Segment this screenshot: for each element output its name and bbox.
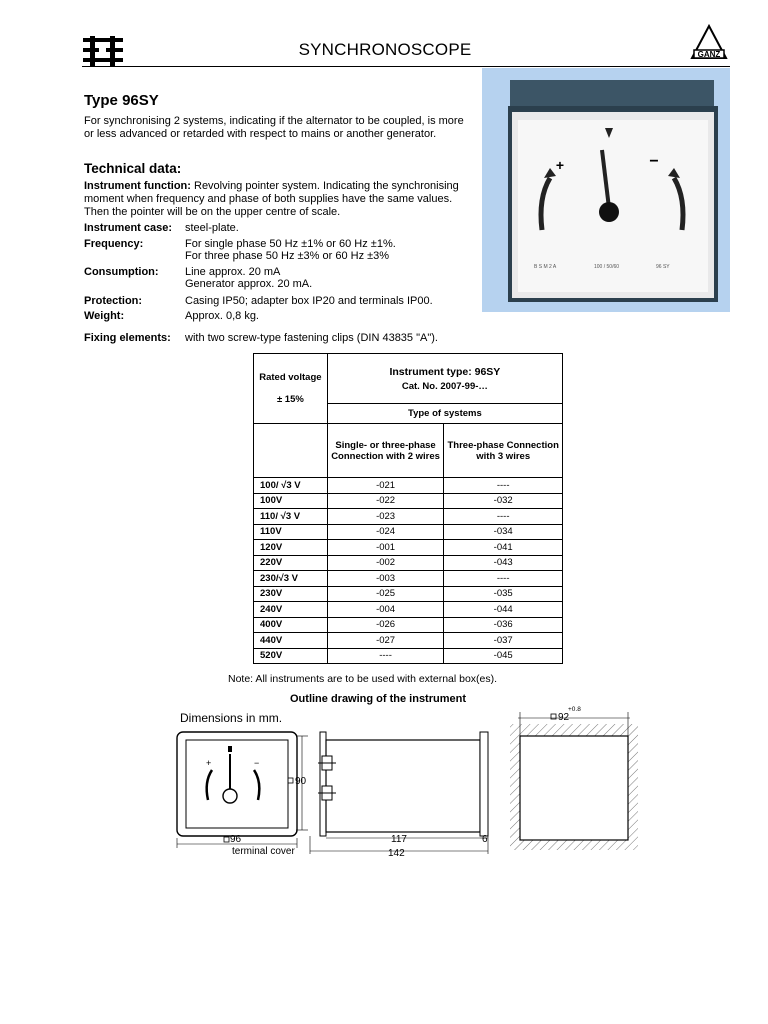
table-row [254,493,563,509]
spec-value: For three phase 50 Hz ±3% or 60 Hz ±3% [185,250,390,262]
voltage-cell: 240V [254,602,328,618]
product-photo [482,68,730,312]
two-wire-cat-cell: -003 [327,571,444,587]
instrument-function-text [84,180,464,219]
spec-value: Generator approx. 20 mA. [185,278,313,290]
spec-label: Protection: [84,295,143,307]
three-wire-cat-cell: ---- [444,571,563,587]
ganz-logo-text: GANZ [697,50,721,59]
note-text: Note: All instruments are to be used with external box(es). [228,673,498,685]
table-row [254,648,563,664]
three-wire-cat-cell: ---- [444,478,563,494]
table-row [254,571,563,587]
table-row [254,540,563,556]
spec-value: Casing IP50; adapter box IP20 and terminals IP00. [185,295,433,307]
spec-value: Approx. 0,8 kg. [185,310,259,322]
dial-small-text-mid: 100 / 50/60 [594,264,620,270]
table-row [254,617,563,633]
voltage-cell: 110/ √3 V [254,509,328,525]
two-wire-cat-cell: -021 [327,478,444,494]
two-wire-cat-cell: -027 [327,633,444,649]
two-wire-cat-cell: ---- [327,648,444,664]
voltage-cell: 100/ √3 V [254,478,328,494]
spec-value: steel-plate. [185,222,239,234]
two-wire-cat-cell: -001 [327,540,444,556]
cat-no-label: Cat. No. 2007-99-… [401,380,488,392]
voltage-cell: 220V [254,555,328,571]
spec-label: Frequency: [84,238,144,250]
two-wire-cat-cell: -004 [327,602,444,618]
terminal-cover-label: terminal cover [232,846,295,857]
dim-90-label: 90 [295,776,307,787]
col-two-wire-header: Single- or three-phase Connection with 2 wires [327,424,444,478]
catalog-table [253,353,563,664]
page-title: SYNCHRONOSCOPE [298,40,472,59]
dimensions-label: Dimensions in mm. [180,711,283,725]
table-row [254,555,563,571]
spec-value: For single phase 50 Hz ±1% or 60 Hz ±1%. [185,238,396,250]
voltage-cell: 400V [254,617,328,633]
voltage-cell: 440V [254,633,328,649]
ganz-logo-icon [688,22,730,64]
three-wire-cat-cell: -045 [444,648,563,664]
svg-text:+: + [206,758,212,768]
empty-header-cell [254,424,328,478]
voltage-cell: 120V [254,540,328,556]
three-wire-cat-cell: -032 [444,493,563,509]
panel-cutout-view [510,706,638,850]
table-row [254,586,563,602]
dial-minus-label: − [649,153,659,170]
spec-label: Fixing elements: [84,332,171,344]
three-wire-cat-cell: -044 [444,602,563,618]
two-wire-cat-cell: -023 [327,509,444,525]
dial-small-text-left: B S M 2 A [534,264,557,270]
spec-label: Weight: [84,310,125,322]
company-logo-icon [82,36,124,66]
voltage-cell: 100V [254,493,328,509]
instrument-function-label: Instrument function: [84,180,191,192]
product-type-title: Type 96SY [84,92,159,109]
voltage-cell: 520V [254,648,328,664]
spec-value: with two screw-type fastening clips (DIN 43835 "A"). [185,332,438,344]
col-three-wire-header: Three-phase Connection with 3 wires [444,424,563,478]
title-rule [82,66,730,67]
dim-142-label: 142 [388,848,405,859]
table-row [254,633,563,649]
dial-pivot [599,202,619,222]
outline-drawing [170,702,670,862]
outline-drawing-title: Outline drawing of the instrument [290,693,466,705]
three-wire-cat-cell: -035 [444,586,563,602]
dial-small-text-right: 96 SY [656,264,670,270]
technical-data-heading: Technical data: [84,161,182,176]
three-wire-cat-cell: -034 [444,524,563,540]
two-wire-cat-cell: -022 [327,493,444,509]
three-wire-cat-cell: -043 [444,555,563,571]
voltage-cell: 230V [254,586,328,602]
spec-value: Line approx. 20 mA [185,266,281,278]
spec-label: Instrument case: [84,222,173,234]
instrument-function-value: Revolving pointer system. Indicating the synchronising moment when frequency and phase of both supplies have the same values. Then the pointer will be on the upper centre of scale. [84,180,459,218]
three-wire-cat-cell: -036 [444,617,563,633]
table-row [254,478,563,494]
tolerance-label: ± 15% [276,394,304,405]
instrument-type-label: Instrument type: 96SY [389,365,501,378]
rated-voltage-header [254,354,328,424]
front-view [177,732,297,857]
two-wire-cat-cell: -025 [327,586,444,602]
rated-voltage-label: Rated voltage [259,372,322,383]
dim-92-label: 92 [558,712,570,723]
dim-117-label: 117 [391,834,407,845]
svg-text:−: − [254,758,260,768]
two-wire-cat-cell: -026 [327,617,444,633]
dim-92-tolerance: +0.8 [568,706,581,713]
two-wire-cat-cell: -002 [327,555,444,571]
instrument-type-header [327,354,562,404]
voltage-cell: 230/√3 V [254,571,328,587]
table-row [254,602,563,618]
two-wire-cat-cell: -024 [327,524,444,540]
voltage-cell: 110V [254,524,328,540]
spec-label: Consumption: [84,266,159,278]
dim-6-label: 6 [482,834,488,845]
three-wire-cat-cell: -041 [444,540,563,556]
intro-text: For synchronising 2 systems, indicating if the alternator to be coupled, is more or less advanced or retarded with respect to mains or another generator. [84,115,464,140]
table-row [254,524,563,540]
table-row [254,509,563,525]
three-wire-cat-cell: ---- [444,509,563,525]
dial-plus-label: + [555,157,565,173]
three-wire-cat-cell: -037 [444,633,563,649]
side-view [288,732,488,859]
type-of-systems-header: Type of systems [327,404,562,424]
dim-96-label: 96 [230,834,242,845]
